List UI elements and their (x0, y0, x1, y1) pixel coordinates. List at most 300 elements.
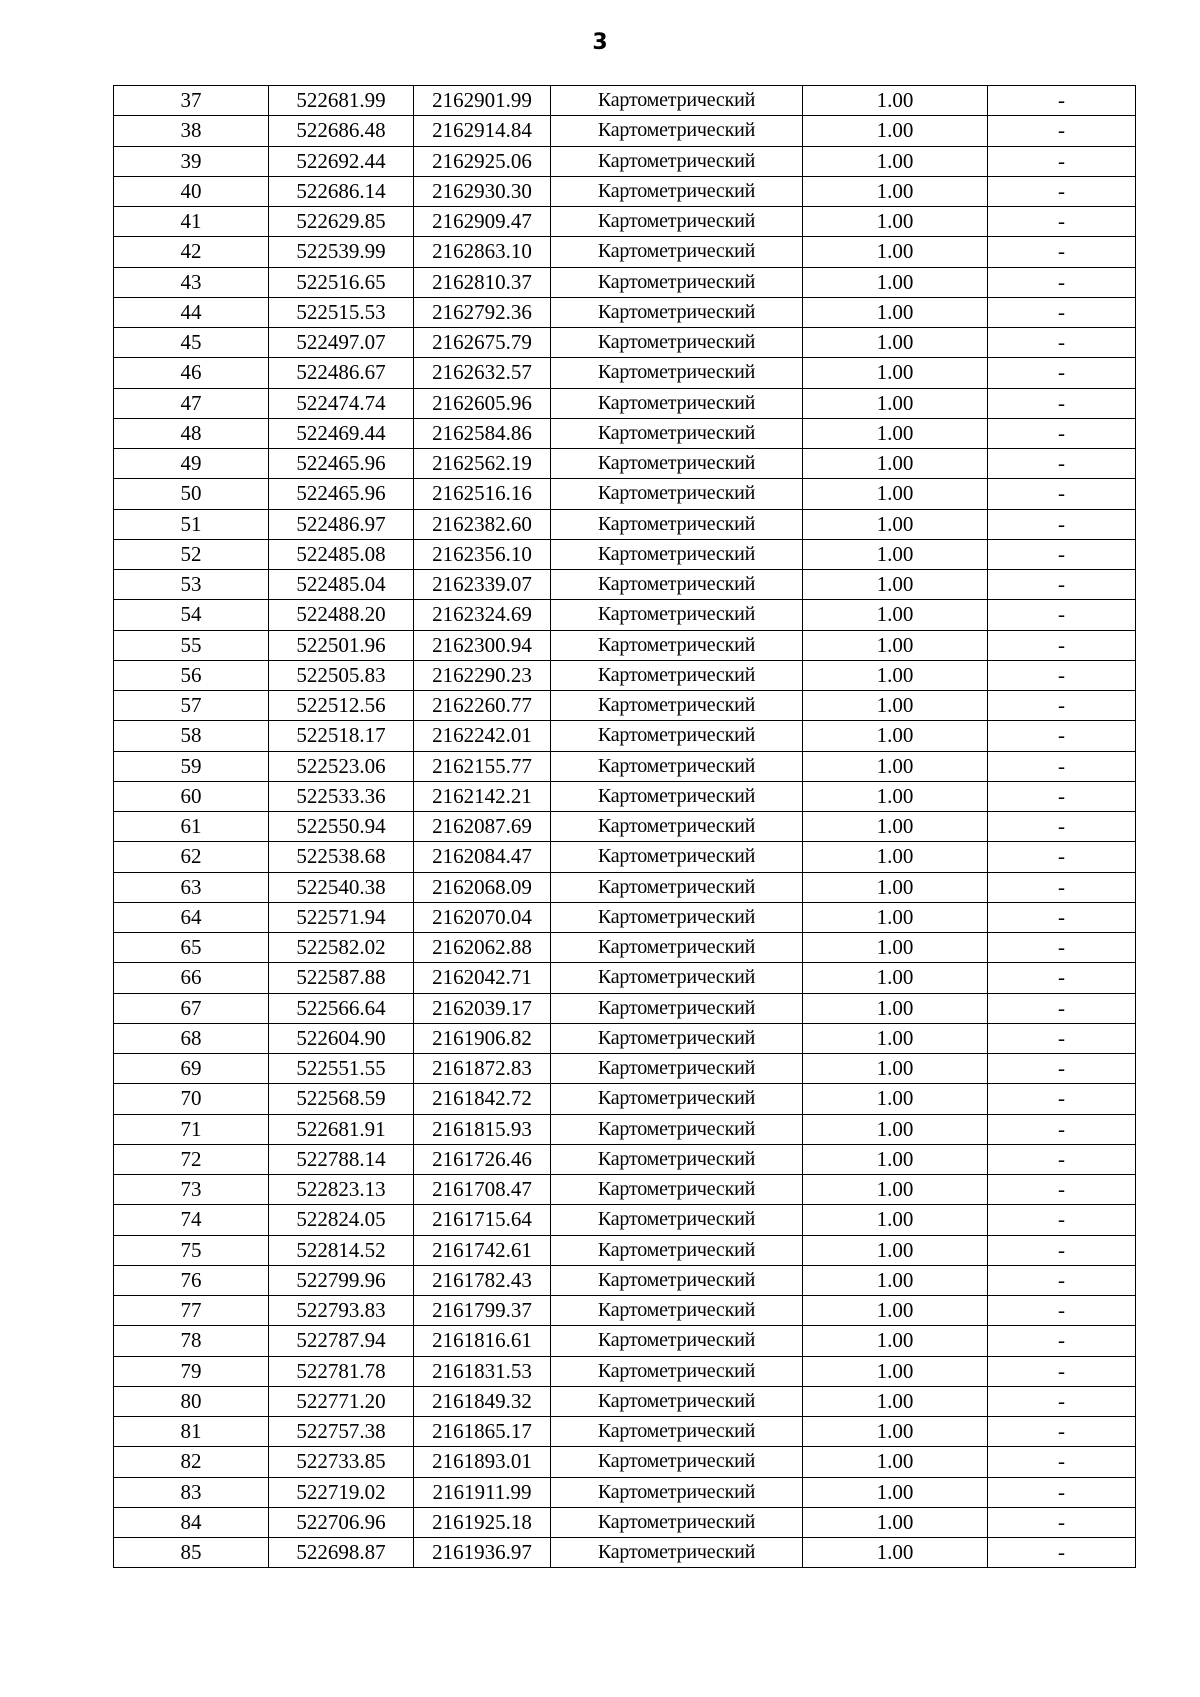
y-coordinate-cell: 2162300.94 (414, 630, 551, 660)
description-cell: - (988, 1417, 1136, 1447)
y-coordinate-cell: 2162930.30 (414, 176, 551, 206)
method-cell: Картометрический (551, 781, 803, 811)
accuracy-cell: 1.00 (803, 1326, 988, 1356)
description-cell: - (988, 449, 1136, 479)
table-row (114, 1235, 1136, 1265)
method-cell: Картометрический (551, 872, 803, 902)
accuracy-cell: 1.00 (803, 358, 988, 388)
accuracy-cell: 1.00 (803, 1447, 988, 1477)
description-cell: - (988, 812, 1136, 842)
method-cell: Картометрический (551, 963, 803, 993)
coordinates-table (113, 85, 1136, 1568)
y-coordinate-cell: 2161816.61 (414, 1326, 551, 1356)
y-coordinate-cell: 2161708.47 (414, 1175, 551, 1205)
y-coordinate-cell: 2161742.61 (414, 1235, 551, 1265)
y-coordinate-cell: 2161936.97 (414, 1538, 551, 1568)
method-cell: Картометрический (551, 600, 803, 630)
accuracy-cell: 1.00 (803, 1205, 988, 1235)
point-number-cell: 45 (114, 328, 269, 358)
point-number-cell: 80 (114, 1386, 269, 1416)
accuracy-cell: 1.00 (803, 479, 988, 509)
point-number-cell: 72 (114, 1144, 269, 1174)
y-coordinate-cell: 2162382.60 (414, 509, 551, 539)
x-coordinate-cell: 522469.44 (269, 418, 414, 448)
description-cell: - (988, 1386, 1136, 1416)
point-number-cell: 58 (114, 721, 269, 751)
y-coordinate-cell: 2162242.01 (414, 721, 551, 751)
table-row (114, 1447, 1136, 1477)
description-cell: - (988, 1084, 1136, 1114)
y-coordinate-cell: 2162142.21 (414, 781, 551, 811)
method-cell: Картометрический (551, 1447, 803, 1477)
page-number: 3 (592, 30, 608, 55)
method-cell: Картометрический (551, 479, 803, 509)
description-cell: - (988, 1023, 1136, 1053)
description-cell: - (988, 872, 1136, 902)
accuracy-cell: 1.00 (803, 812, 988, 842)
accuracy-cell: 1.00 (803, 1054, 988, 1084)
table-row (114, 1386, 1136, 1416)
method-cell: Картометрический (551, 358, 803, 388)
method-cell: Картометрический (551, 1265, 803, 1295)
point-number-cell: 55 (114, 630, 269, 660)
point-number-cell: 64 (114, 902, 269, 932)
description-cell: - (988, 479, 1136, 509)
point-number-cell: 37 (114, 86, 269, 116)
y-coordinate-cell: 2162675.79 (414, 328, 551, 358)
x-coordinate-cell: 522505.83 (269, 660, 414, 690)
method-cell: Картометрический (551, 751, 803, 781)
description-cell: - (988, 630, 1136, 660)
description-cell: - (988, 600, 1136, 630)
description-cell: - (988, 1296, 1136, 1326)
point-number-cell: 49 (114, 449, 269, 479)
description-cell: - (988, 358, 1136, 388)
point-number-cell: 85 (114, 1538, 269, 1568)
method-cell: Картометрический (551, 1507, 803, 1537)
x-coordinate-cell: 522781.78 (269, 1356, 414, 1386)
method-cell: Картометрический (551, 630, 803, 660)
y-coordinate-cell: 2161842.72 (414, 1084, 551, 1114)
description-cell: - (988, 721, 1136, 751)
y-coordinate-cell: 2161782.43 (414, 1265, 551, 1295)
description-cell: - (988, 86, 1136, 116)
y-coordinate-cell: 2162070.04 (414, 902, 551, 932)
table-row (114, 570, 1136, 600)
x-coordinate-cell: 522823.13 (269, 1175, 414, 1205)
accuracy-cell: 1.00 (803, 751, 988, 781)
accuracy-cell: 1.00 (803, 146, 988, 176)
point-number-cell: 47 (114, 388, 269, 418)
accuracy-cell: 1.00 (803, 1114, 988, 1144)
point-number-cell: 73 (114, 1175, 269, 1205)
x-coordinate-cell: 522698.87 (269, 1538, 414, 1568)
point-number-cell: 75 (114, 1235, 269, 1265)
y-coordinate-cell: 2161726.46 (414, 1144, 551, 1174)
accuracy-cell: 1.00 (803, 1356, 988, 1386)
accuracy-cell: 1.00 (803, 1175, 988, 1205)
table-row (114, 1114, 1136, 1144)
table-row (114, 812, 1136, 842)
description-cell: - (988, 207, 1136, 237)
y-coordinate-cell: 2161865.17 (414, 1417, 551, 1447)
y-coordinate-cell: 2162914.84 (414, 116, 551, 146)
table-row (114, 1054, 1136, 1084)
y-coordinate-cell: 2162632.57 (414, 358, 551, 388)
method-cell: Картометрический (551, 570, 803, 600)
description-cell: - (988, 146, 1136, 176)
accuracy-cell: 1.00 (803, 267, 988, 297)
y-coordinate-cell: 2162516.16 (414, 479, 551, 509)
x-coordinate-cell: 522733.85 (269, 1447, 414, 1477)
table-row (114, 418, 1136, 448)
table-row (114, 781, 1136, 811)
accuracy-cell: 1.00 (803, 660, 988, 690)
x-coordinate-cell: 522793.83 (269, 1296, 414, 1326)
table-row (114, 630, 1136, 660)
point-number-cell: 53 (114, 570, 269, 600)
accuracy-cell: 1.00 (803, 116, 988, 146)
method-cell: Картометрический (551, 1538, 803, 1568)
y-coordinate-cell: 2161799.37 (414, 1296, 551, 1326)
table-row (114, 297, 1136, 327)
method-cell: Картометрический (551, 1144, 803, 1174)
method-cell: Картометрический (551, 1417, 803, 1447)
table-row (114, 146, 1136, 176)
accuracy-cell: 1.00 (803, 1386, 988, 1416)
table-row (114, 902, 1136, 932)
method-cell: Картометрический (551, 267, 803, 297)
point-number-cell: 68 (114, 1023, 269, 1053)
accuracy-cell: 1.00 (803, 630, 988, 660)
table-row (114, 721, 1136, 751)
x-coordinate-cell: 522533.36 (269, 781, 414, 811)
point-number-cell: 41 (114, 207, 269, 237)
y-coordinate-cell: 2162068.09 (414, 872, 551, 902)
description-cell: - (988, 116, 1136, 146)
table-row (114, 1507, 1136, 1537)
y-coordinate-cell: 2162605.96 (414, 388, 551, 418)
point-number-cell: 74 (114, 1205, 269, 1235)
y-coordinate-cell: 2161849.32 (414, 1386, 551, 1416)
description-cell: - (988, 1175, 1136, 1205)
accuracy-cell: 1.00 (803, 963, 988, 993)
x-coordinate-cell: 522518.17 (269, 721, 414, 751)
point-number-cell: 63 (114, 872, 269, 902)
y-coordinate-cell: 2162901.99 (414, 86, 551, 116)
table-row (114, 660, 1136, 690)
table-row (114, 1417, 1136, 1447)
table-row (114, 1175, 1136, 1205)
table-row (114, 328, 1136, 358)
method-cell: Картометрический (551, 116, 803, 146)
point-number-cell: 42 (114, 237, 269, 267)
description-cell: - (988, 1054, 1136, 1084)
accuracy-cell: 1.00 (803, 1023, 988, 1053)
point-number-cell: 81 (114, 1417, 269, 1447)
accuracy-cell: 1.00 (803, 721, 988, 751)
method-cell: Картометрический (551, 1023, 803, 1053)
accuracy-cell: 1.00 (803, 781, 988, 811)
accuracy-cell: 1.00 (803, 176, 988, 206)
point-number-cell: 51 (114, 509, 269, 539)
x-coordinate-cell: 522568.59 (269, 1084, 414, 1114)
method-cell: Картометрический (551, 691, 803, 721)
point-number-cell: 84 (114, 1507, 269, 1537)
x-coordinate-cell: 522587.88 (269, 963, 414, 993)
description-cell: - (988, 781, 1136, 811)
x-coordinate-cell: 522719.02 (269, 1477, 414, 1507)
x-coordinate-cell: 522629.85 (269, 207, 414, 237)
description-cell: - (988, 963, 1136, 993)
method-cell: Картометрический (551, 660, 803, 690)
point-number-cell: 67 (114, 993, 269, 1023)
y-coordinate-cell: 2162260.77 (414, 691, 551, 721)
y-coordinate-cell: 2162087.69 (414, 812, 551, 842)
description-cell: - (988, 842, 1136, 872)
description-cell: - (988, 237, 1136, 267)
description-cell: - (988, 1447, 1136, 1477)
x-coordinate-cell: 522488.20 (269, 600, 414, 630)
y-coordinate-cell: 2162042.71 (414, 963, 551, 993)
accuracy-cell: 1.00 (803, 600, 988, 630)
coordinates-table-body (114, 86, 1136, 1568)
y-coordinate-cell: 2162062.88 (414, 933, 551, 963)
x-coordinate-cell: 522814.52 (269, 1235, 414, 1265)
description-cell: - (988, 1265, 1136, 1295)
table-row (114, 86, 1136, 116)
method-cell: Картометрический (551, 1326, 803, 1356)
x-coordinate-cell: 522512.56 (269, 691, 414, 721)
x-coordinate-cell: 522692.44 (269, 146, 414, 176)
method-cell: Картометрический (551, 721, 803, 751)
method-cell: Картометрический (551, 388, 803, 418)
point-number-cell: 77 (114, 1296, 269, 1326)
accuracy-cell: 1.00 (803, 449, 988, 479)
description-cell: - (988, 570, 1136, 600)
accuracy-cell: 1.00 (803, 418, 988, 448)
method-cell: Картометрический (551, 297, 803, 327)
description-cell: - (988, 1235, 1136, 1265)
y-coordinate-cell: 2161872.83 (414, 1054, 551, 1084)
accuracy-cell: 1.00 (803, 237, 988, 267)
point-number-cell: 46 (114, 358, 269, 388)
table-row (114, 1144, 1136, 1174)
description-cell: - (988, 751, 1136, 781)
x-coordinate-cell: 522516.65 (269, 267, 414, 297)
point-number-cell: 78 (114, 1326, 269, 1356)
point-number-cell: 44 (114, 297, 269, 327)
description-cell: - (988, 993, 1136, 1023)
description-cell: - (988, 509, 1136, 539)
table-row (114, 388, 1136, 418)
point-number-cell: 54 (114, 600, 269, 630)
accuracy-cell: 1.00 (803, 207, 988, 237)
method-cell: Картометрический (551, 328, 803, 358)
method-cell: Картометрический (551, 933, 803, 963)
x-coordinate-cell: 522486.97 (269, 509, 414, 539)
y-coordinate-cell: 2162863.10 (414, 237, 551, 267)
x-coordinate-cell: 522465.96 (269, 449, 414, 479)
description-cell: - (988, 1144, 1136, 1174)
table-row (114, 1296, 1136, 1326)
description-cell: - (988, 267, 1136, 297)
description-cell: - (988, 1114, 1136, 1144)
x-coordinate-cell: 522824.05 (269, 1205, 414, 1235)
description-cell: - (988, 933, 1136, 963)
x-coordinate-cell: 522523.06 (269, 751, 414, 781)
point-number-cell: 70 (114, 1084, 269, 1114)
accuracy-cell: 1.00 (803, 691, 988, 721)
x-coordinate-cell: 522485.04 (269, 570, 414, 600)
method-cell: Картометрический (551, 449, 803, 479)
x-coordinate-cell: 522681.91 (269, 1114, 414, 1144)
table-row (114, 600, 1136, 630)
table-row (114, 449, 1136, 479)
accuracy-cell: 1.00 (803, 1296, 988, 1326)
description-cell: - (988, 1477, 1136, 1507)
table-row (114, 963, 1136, 993)
table-row (114, 1477, 1136, 1507)
method-cell: Картометрический (551, 1205, 803, 1235)
point-number-cell: 69 (114, 1054, 269, 1084)
point-number-cell: 62 (114, 842, 269, 872)
x-coordinate-cell: 522539.99 (269, 237, 414, 267)
method-cell: Картометрический (551, 539, 803, 569)
table-row (114, 842, 1136, 872)
table-row (114, 358, 1136, 388)
accuracy-cell: 1.00 (803, 842, 988, 872)
point-number-cell: 43 (114, 267, 269, 297)
x-coordinate-cell: 522771.20 (269, 1386, 414, 1416)
point-number-cell: 59 (114, 751, 269, 781)
y-coordinate-cell: 2162925.06 (414, 146, 551, 176)
table-row (114, 1356, 1136, 1386)
x-coordinate-cell: 522681.99 (269, 86, 414, 116)
x-coordinate-cell: 522787.94 (269, 1326, 414, 1356)
x-coordinate-cell: 522550.94 (269, 812, 414, 842)
point-number-cell: 48 (114, 418, 269, 448)
point-number-cell: 82 (114, 1447, 269, 1477)
table-row (114, 267, 1136, 297)
method-cell: Картометрический (551, 1054, 803, 1084)
description-cell: - (988, 691, 1136, 721)
x-coordinate-cell: 522474.74 (269, 388, 414, 418)
x-coordinate-cell: 522515.53 (269, 297, 414, 327)
point-number-cell: 76 (114, 1265, 269, 1295)
x-coordinate-cell: 522604.90 (269, 1023, 414, 1053)
x-coordinate-cell: 522686.14 (269, 176, 414, 206)
table-row (114, 1265, 1136, 1295)
description-cell: - (988, 902, 1136, 932)
table-row (114, 116, 1136, 146)
description-cell: - (988, 388, 1136, 418)
y-coordinate-cell: 2162039.17 (414, 993, 551, 1023)
y-coordinate-cell: 2162810.37 (414, 267, 551, 297)
table-row (114, 176, 1136, 206)
point-number-cell: 71 (114, 1114, 269, 1144)
method-cell: Картометрический (551, 1296, 803, 1326)
accuracy-cell: 1.00 (803, 509, 988, 539)
y-coordinate-cell: 2162909.47 (414, 207, 551, 237)
point-number-cell: 40 (114, 176, 269, 206)
y-coordinate-cell: 2161893.01 (414, 1447, 551, 1477)
x-coordinate-cell: 522582.02 (269, 933, 414, 963)
accuracy-cell: 1.00 (803, 933, 988, 963)
x-coordinate-cell: 522566.64 (269, 993, 414, 1023)
table-row (114, 872, 1136, 902)
method-cell: Картометрический (551, 993, 803, 1023)
description-cell: - (988, 539, 1136, 569)
table-row (114, 691, 1136, 721)
point-number-cell: 56 (114, 660, 269, 690)
accuracy-cell: 1.00 (803, 388, 988, 418)
accuracy-cell: 1.00 (803, 1265, 988, 1295)
accuracy-cell: 1.00 (803, 297, 988, 327)
accuracy-cell: 1.00 (803, 902, 988, 932)
description-cell: - (988, 297, 1136, 327)
point-number-cell: 38 (114, 116, 269, 146)
accuracy-cell: 1.00 (803, 539, 988, 569)
table-row (114, 1023, 1136, 1053)
y-coordinate-cell: 2162562.19 (414, 449, 551, 479)
method-cell: Картометрический (551, 902, 803, 932)
x-coordinate-cell: 522501.96 (269, 630, 414, 660)
y-coordinate-cell: 2162339.07 (414, 570, 551, 600)
y-coordinate-cell: 2161815.93 (414, 1114, 551, 1144)
y-coordinate-cell: 2162290.23 (414, 660, 551, 690)
table-row (114, 933, 1136, 963)
x-coordinate-cell: 522706.96 (269, 1507, 414, 1537)
point-number-cell: 65 (114, 933, 269, 963)
method-cell: Картометрический (551, 237, 803, 267)
method-cell: Картометрический (551, 1386, 803, 1416)
method-cell: Картометрический (551, 1084, 803, 1114)
description-cell: - (988, 1326, 1136, 1356)
y-coordinate-cell: 2162584.86 (414, 418, 551, 448)
x-coordinate-cell: 522788.14 (269, 1144, 414, 1174)
y-coordinate-cell: 2162792.36 (414, 297, 551, 327)
accuracy-cell: 1.00 (803, 1235, 988, 1265)
y-coordinate-cell: 2161831.53 (414, 1356, 551, 1386)
description-cell: - (988, 1205, 1136, 1235)
y-coordinate-cell: 2162324.69 (414, 600, 551, 630)
x-coordinate-cell: 522757.38 (269, 1417, 414, 1447)
description-cell: - (988, 660, 1136, 690)
table-row (114, 1205, 1136, 1235)
x-coordinate-cell: 522799.96 (269, 1265, 414, 1295)
point-number-cell: 83 (114, 1477, 269, 1507)
method-cell: Картометрический (551, 86, 803, 116)
method-cell: Картометрический (551, 842, 803, 872)
x-coordinate-cell: 522497.07 (269, 328, 414, 358)
accuracy-cell: 1.00 (803, 1507, 988, 1537)
method-cell: Картометрический (551, 207, 803, 237)
table-row (114, 1326, 1136, 1356)
x-coordinate-cell: 522486.67 (269, 358, 414, 388)
method-cell: Картометрический (551, 146, 803, 176)
method-cell: Картометрический (551, 1114, 803, 1144)
accuracy-cell: 1.00 (803, 993, 988, 1023)
y-coordinate-cell: 2161911.99 (414, 1477, 551, 1507)
y-coordinate-cell: 2162084.47 (414, 842, 551, 872)
table-row (114, 237, 1136, 267)
method-cell: Картометрический (551, 509, 803, 539)
x-coordinate-cell: 522538.68 (269, 842, 414, 872)
y-coordinate-cell: 2162155.77 (414, 751, 551, 781)
description-cell: - (988, 418, 1136, 448)
accuracy-cell: 1.00 (803, 328, 988, 358)
